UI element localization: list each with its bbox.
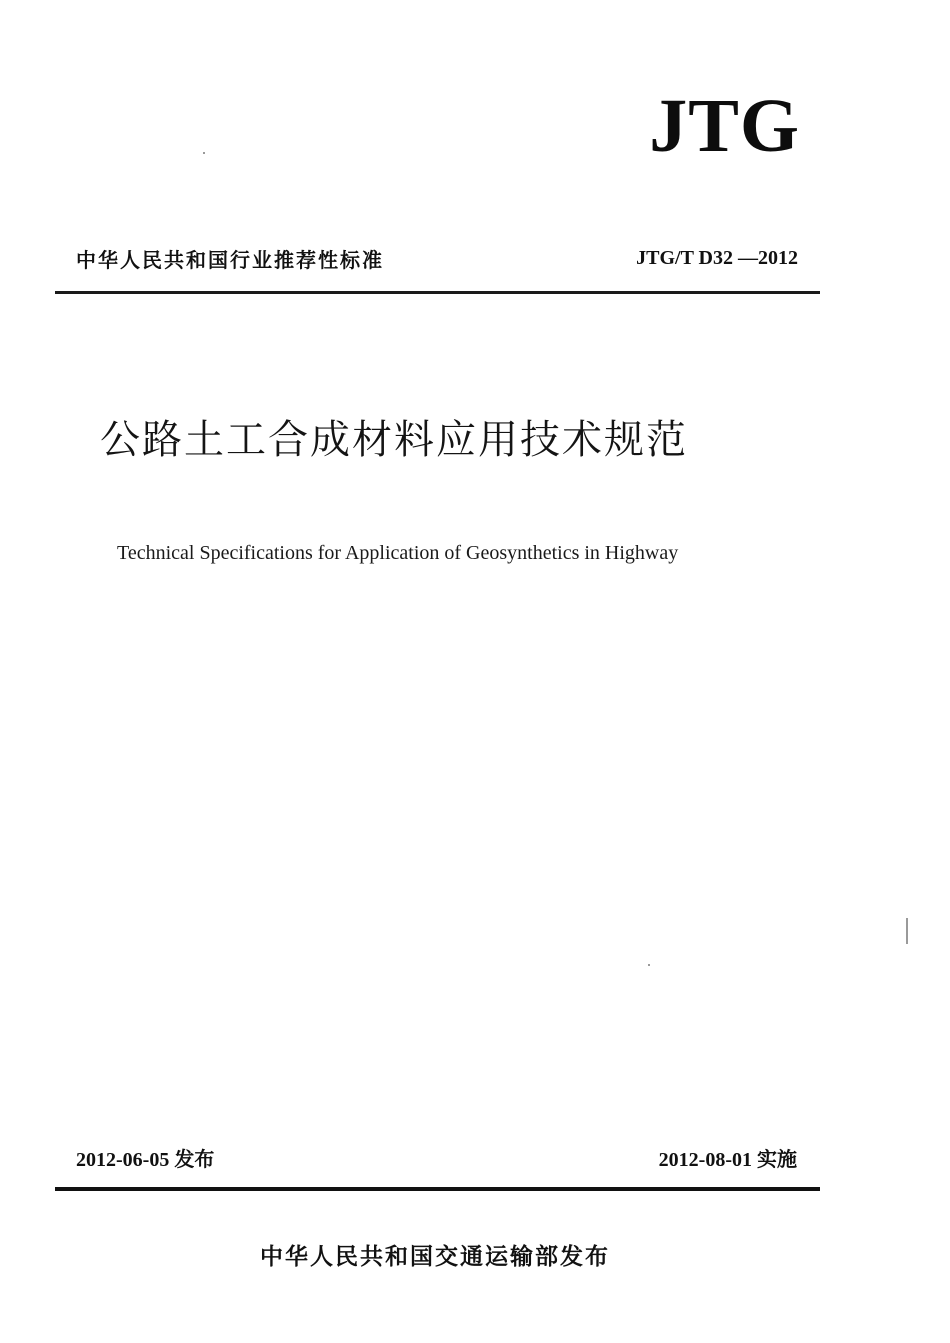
issue-date <box>76 1143 214 1172</box>
standard-code: JTG/T D32 —2012 <box>636 247 798 269</box>
scan-dot <box>203 152 205 154</box>
bottom-divider <box>55 1187 820 1191</box>
title-chinese: 公路土工合成材料应用技术规范 <box>100 417 688 463</box>
top-divider <box>55 291 820 294</box>
issue-date-label: 发布 <box>174 1147 215 1171</box>
scan-mark <box>906 918 908 944</box>
implementation-date-label: 实施 <box>757 1147 797 1171</box>
standard-category: 中华人民共和国行业推荐性标准 <box>76 248 384 272</box>
scan-dot <box>648 964 650 966</box>
implementation-date-value: 2012-08-01 <box>658 1149 752 1171</box>
title-english: Technical Specifications for Application of Geosynthetics in Highway <box>117 542 679 564</box>
implementation-date <box>659 1143 797 1172</box>
publisher: 中华人民共和国交通运输部发布 <box>260 1244 610 1270</box>
issue-date-value: 2012-06-05 <box>76 1149 170 1171</box>
jtg-logo: JTG <box>649 84 800 168</box>
